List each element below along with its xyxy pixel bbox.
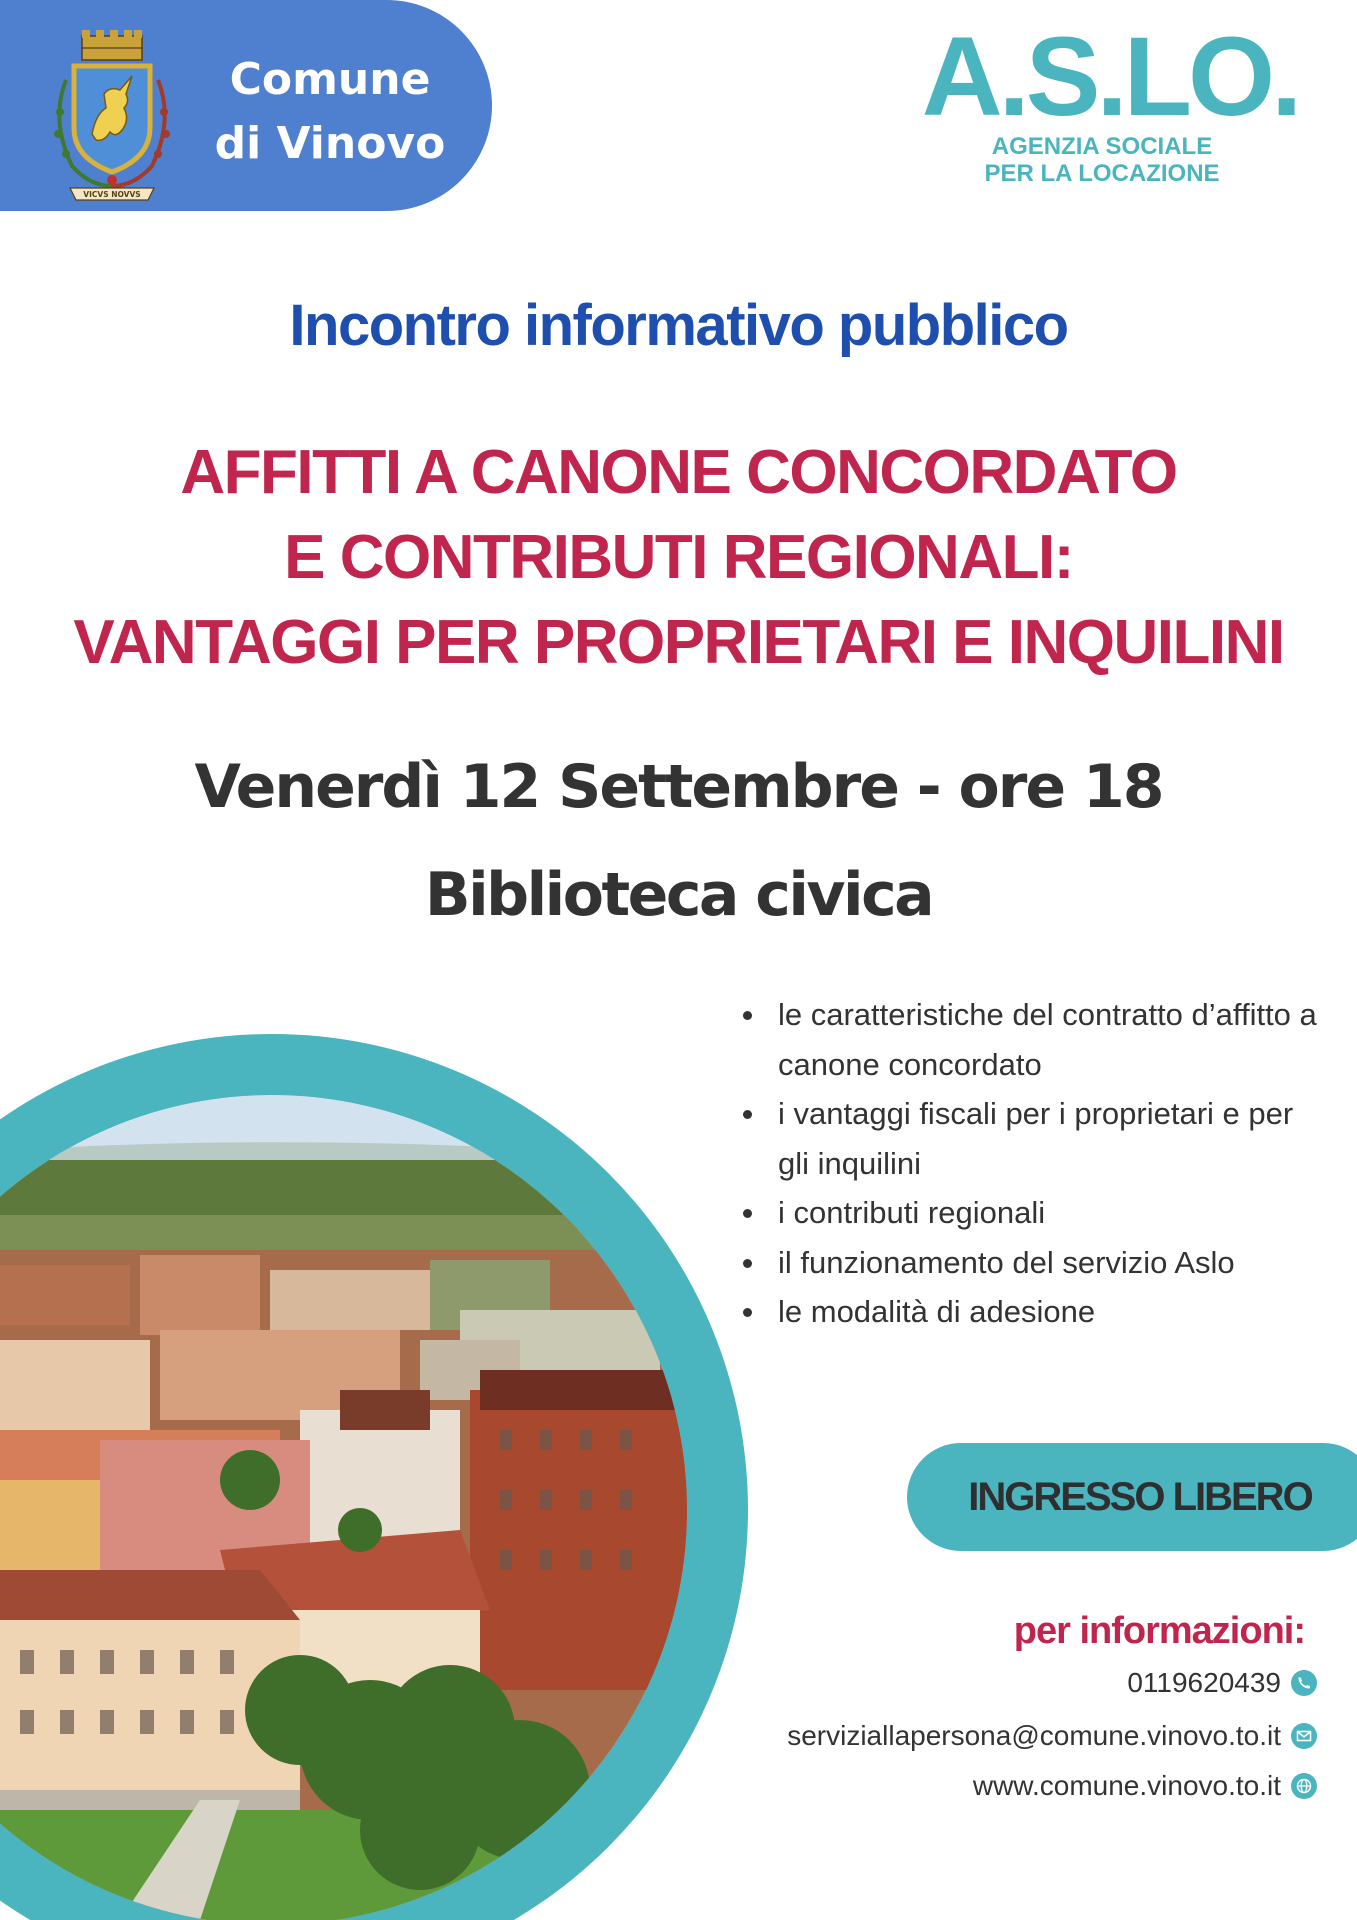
contacts-title: per informazioni: <box>1013 1610 1305 1652</box>
aslo-logo <box>920 14 1300 187</box>
town-aerial-photo <box>0 1010 760 1920</box>
contact-email <box>787 1718 1317 1754</box>
event-date: Venerdì 12 Settembre - ore 18 <box>194 752 1163 822</box>
event-title <box>0 430 1357 685</box>
contact-phone <box>1127 1665 1317 1701</box>
list-item: i contributi regionali <box>740 1188 1330 1238</box>
phone-icon <box>1291 1670 1317 1696</box>
event-place: Biblioteca civica <box>424 860 933 930</box>
list-item: le modalità di adesione <box>740 1287 1330 1337</box>
aslo-tagline-line2: PER LA LOCAZIONE <box>984 160 1220 187</box>
event-title-line: AFFITTI A CANONE CONCORDATO <box>180 438 1177 507</box>
list-item: il funzionamento del servizio Aslo <box>740 1238 1330 1288</box>
phone-number: 0119620439 <box>1127 1667 1281 1698</box>
mail-icon <box>1291 1723 1317 1749</box>
topics-list <box>740 990 1330 1337</box>
contact-website <box>973 1768 1317 1804</box>
aslo-tagline-line1: AGENZIA SOCIALE <box>991 133 1213 160</box>
list-item: le caratteristiche del contratto d’affitto a canone concordato <box>740 990 1330 1089</box>
aslo-logo-text: A.S.LO. <box>921 14 1299 139</box>
globe-icon <box>1291 1773 1317 1799</box>
comune-name-line1: Comune <box>229 54 431 105</box>
entry-badge-label: INGRESSO LIBERO <box>968 1475 1312 1519</box>
event-subtitle: Incontro informativo pubblico <box>289 293 1068 358</box>
event-title-line: E CONTRIBUTI REGIONALI: <box>284 523 1073 592</box>
comune-name-line2: di Vinovo <box>214 118 446 169</box>
comune-name <box>185 48 475 176</box>
website-url[interactable]: www.comune.vinovo.to.it <box>972 1770 1281 1801</box>
crest-motto: VICVS NOVVS <box>83 190 141 199</box>
email-address[interactable]: serviziallapersona@comune.vinovo.to.it <box>787 1720 1281 1751</box>
event-title-line: VANTAGGI PER PROPRIETARI E INQUILINI <box>73 608 1284 677</box>
list-item: i vantaggi fiscali per i proprietari e per gli inquilini <box>740 1089 1330 1188</box>
vinovo-crest-logo <box>44 30 180 202</box>
